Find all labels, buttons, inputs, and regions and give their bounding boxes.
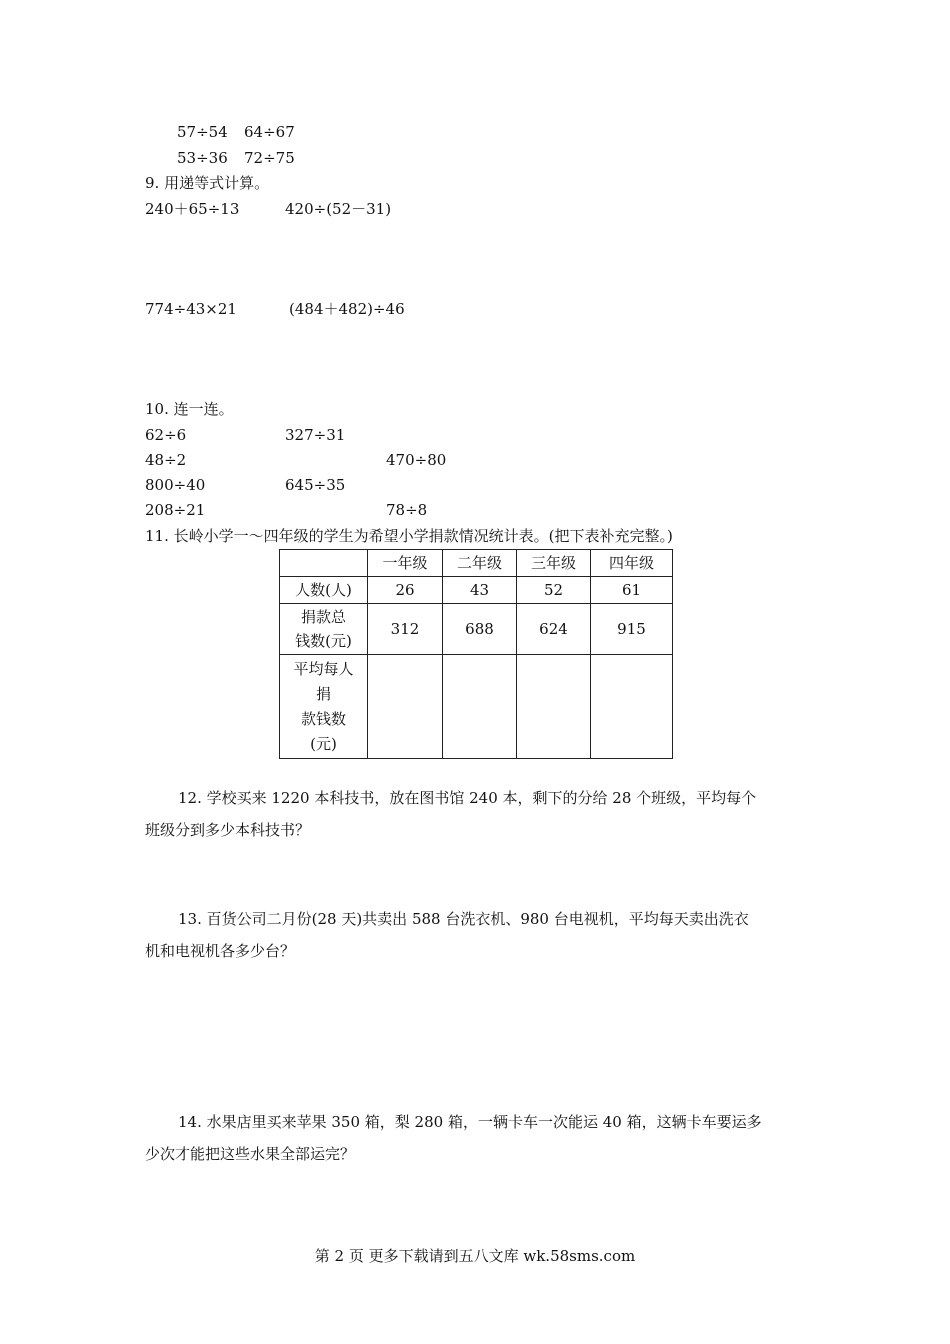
donation-table: [279, 549, 673, 759]
q10-mid-item: 645÷35: [285, 476, 346, 494]
q10-right-item: 470÷80: [386, 451, 447, 469]
table-header-cell: 二年级: [443, 550, 517, 577]
table-header-cell: 四年级: [591, 550, 673, 577]
q9-expr: 420÷(52－31): [285, 200, 392, 218]
q12-line: 12. 学校买来 1220 本科技书，放在图书馆 240 本，剩下的分给 28 个班级，平均每个: [178, 789, 757, 807]
table-corner-cell: [280, 550, 368, 577]
table-cell: 61: [591, 577, 673, 604]
table-cell: 688: [443, 604, 517, 655]
table-header-row: [280, 550, 673, 577]
row-label-line: 平均每人: [293, 659, 354, 678]
q8-expr: 64÷67: [244, 123, 295, 141]
q11-title: 11. 长岭小学一～四年级的学生为希望小学捐款情况统计表。(把下表补充完整。): [145, 527, 673, 545]
row-label: 人数(人): [280, 577, 368, 604]
q14-line: 14. 水果店里买来苹果 350 箱，梨 280 箱，一辆卡车一次能运 40 箱，这辆卡车要运多: [178, 1113, 762, 1131]
table-header-cell: 三年级: [517, 550, 591, 577]
q14-text: [145, 1106, 805, 1170]
table-row: [280, 655, 673, 759]
q13-line: 13. 百货公司二月份(28 天)共卖出 588 台洗衣机、980 台电视机，平均每天卖出洗衣: [178, 910, 749, 928]
answer-cell[interactable]: [443, 655, 517, 759]
q8-expr: 57÷54: [177, 123, 228, 141]
table-header-cell: 一年级: [368, 550, 443, 577]
answer-cell[interactable]: [368, 655, 443, 759]
q10-left-item: 48÷2: [145, 451, 187, 469]
q10-mid-item: 327÷31: [285, 426, 346, 444]
q13-line: 机和电视机各多少台？: [145, 942, 296, 960]
q14-line: 少次才能把这些水果全部运完？: [145, 1145, 356, 1163]
q9-title: 9. 用递等式计算。: [145, 174, 270, 192]
answer-cell[interactable]: [591, 655, 673, 759]
row-label: [280, 655, 368, 759]
table-cell: 624: [517, 604, 591, 655]
page-footer: 第 2 页 更多下载请到五八文库 wk.58sms.com: [314, 1247, 636, 1265]
table-cell: 915: [591, 604, 673, 655]
table-row: [280, 604, 673, 655]
q13-text: [145, 903, 805, 967]
table-row: [280, 577, 673, 604]
q8-expr: 53÷36: [177, 149, 228, 167]
table-cell: 52: [517, 577, 591, 604]
q10-left-item: 800÷40: [145, 476, 206, 494]
row-label-line: 款钱数: [300, 709, 346, 728]
q9-expr: 774÷43×21: [145, 300, 237, 318]
table-cell: 312: [368, 604, 443, 655]
q12-line: 班级分到多少本科技书？: [145, 821, 311, 839]
q9-expr: (484＋482)÷46: [289, 300, 405, 318]
q12-text: [145, 782, 805, 846]
q10-title: 10. 连一连。: [145, 400, 234, 418]
q9-expr: 240＋65÷13: [145, 200, 240, 218]
row-label-line: 捐款总: [300, 608, 346, 626]
row-label-line: 钱数(元): [295, 632, 352, 650]
row-label-line: (元): [310, 734, 337, 753]
answer-cell[interactable]: [517, 655, 591, 759]
row-label-line: 捐: [315, 684, 331, 703]
q8-expr: 72÷75: [244, 149, 295, 167]
table-cell: 26: [368, 577, 443, 604]
q10-left-item: 62÷6: [145, 426, 187, 444]
q10-right-item: 78÷8: [386, 501, 428, 519]
table-cell: 43: [443, 577, 517, 604]
q10-left-item: 208÷21: [145, 501, 206, 519]
row-label: [280, 604, 368, 655]
